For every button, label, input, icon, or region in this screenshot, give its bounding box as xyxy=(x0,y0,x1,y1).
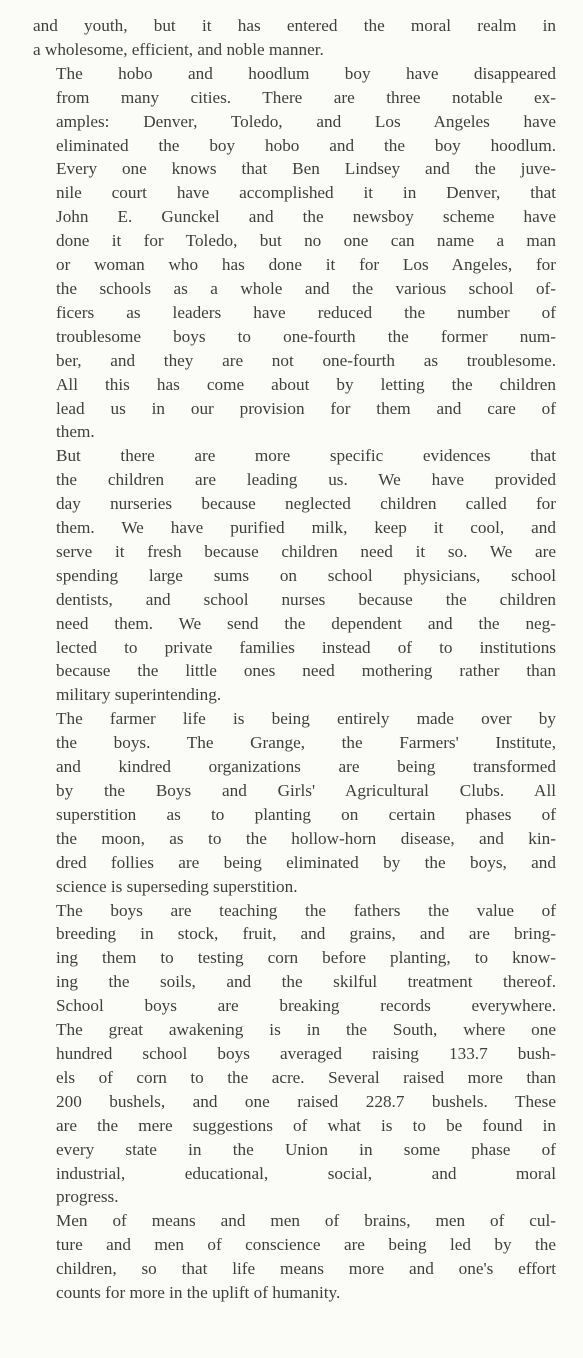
text-line: eliminated the boy hobo and the boy hoodlum. xyxy=(56,135,556,155)
text-line: counts for more in the uplift of humanity. xyxy=(56,1283,341,1303)
text-line: But there are more specific evidences that xyxy=(56,446,556,466)
text-line: serve it fresh because children need it so. We are xyxy=(56,541,556,561)
text-line: amples: Denver, Toledo, and Los Angeles have xyxy=(56,111,556,131)
text-line: The great awakening is in the South, where one xyxy=(56,1020,556,1040)
text-line: day nurseries because neglected children called for xyxy=(56,494,556,514)
paragraph-5 xyxy=(33,899,556,1210)
text-line: nile court have accomplished it in Denver, that xyxy=(56,183,556,203)
text-line: dentists, and school nurses because the children xyxy=(56,589,556,609)
text-line: The farmer life is being entirely made over by xyxy=(56,709,556,729)
text-line: because the little ones need mothering rather than xyxy=(56,661,556,681)
paragraph-1 xyxy=(33,14,556,62)
text-line: by the Boys and Girls' Agricultural Clubs. All xyxy=(56,781,556,800)
text-line: the children are leading us. We have provided xyxy=(56,470,556,490)
text-line: superstition as to planting on certain phases of xyxy=(56,804,556,824)
text-line: need them. We send the dependent and the neg- xyxy=(56,613,556,633)
text-line: every state in the Union in some phase of xyxy=(56,1139,556,1159)
text-line: 200 bushels, and one raised 228.7 bushels. These xyxy=(56,1091,556,1111)
paragraph-3 xyxy=(33,444,556,707)
text-line: military superintending. xyxy=(56,685,222,705)
text-line: spending large sums on school physicians, school xyxy=(56,565,556,585)
text-line: industrial, educational, social, and moral xyxy=(56,1163,556,1183)
paragraph-4 xyxy=(33,707,556,898)
text-line: Every one knows that Ben Lindsey and the juve- xyxy=(56,159,556,179)
text-line: ber, and they are not one-fourth as troublesome. xyxy=(56,350,556,370)
text-line: the schools as a whole and the various school of- xyxy=(56,278,556,298)
paragraph-2 xyxy=(33,62,556,445)
text-line: a wholesome, efficient, and noble manner. xyxy=(33,39,324,59)
text-line: hundred school boys averaged raising 133.7 bush- xyxy=(56,1043,556,1063)
text-line: from many cities. There are three notable ex- xyxy=(56,87,556,107)
text-line: progress. xyxy=(56,1187,119,1207)
text-line: ture and men of conscience are being led by the xyxy=(56,1235,556,1255)
text-line: els of corn to the acre. Several raised more than xyxy=(56,1067,556,1087)
text-line: breeding in stock, fruit, and grains, and are bring- xyxy=(56,924,556,944)
text-line: dred follies are being eliminated by the boys, and xyxy=(56,852,556,872)
text-line: the boys. The Grange, the Farmers' Institute, xyxy=(56,733,556,753)
text-line: the moon, as to the hollow-horn disease, and kin- xyxy=(56,828,556,848)
text-line: The boys are teaching the fathers the value of xyxy=(56,900,556,920)
text-line: are the mere suggestions of what is to be found in xyxy=(56,1115,556,1135)
text-line: School boys are breaking records everywhere. xyxy=(56,996,556,1016)
text-line: children, so that life means more and one's effort xyxy=(56,1259,556,1279)
text-line: ficers as leaders have reduced the number of xyxy=(56,302,556,322)
text-line: science is superseding superstition. xyxy=(56,876,298,896)
text-line: and youth, but it has entered the moral realm in xyxy=(33,16,556,35)
text-line: John E. Gunckel and the newsboy scheme have xyxy=(56,207,556,227)
paragraph-6 xyxy=(33,1209,556,1305)
text-line: lead us in our provision for them and care of xyxy=(56,398,556,418)
text-line: lected to private families instead of to institutions xyxy=(56,637,556,657)
text-line: or woman who has done it for Los Angeles, for xyxy=(56,255,556,275)
text-line: done it for Toledo, but no one can name a man xyxy=(56,231,556,251)
text-line: troublesome boys to one-fourth the former num- xyxy=(56,326,556,346)
text-line: them. xyxy=(56,422,95,442)
text-line: and kindred organizations are being transformed xyxy=(56,757,556,777)
text-line: them. We have purified milk, keep it cool, and xyxy=(56,518,556,538)
text-line: The hobo and hoodlum boy have disappeared xyxy=(56,63,556,83)
text-line: ing them to testing corn before planting, to know- xyxy=(56,948,556,968)
text-line: ing the soils, and the skilful treatment thereof. xyxy=(56,972,556,992)
text-line: Men of means and men of brains, men of cul- xyxy=(56,1211,556,1231)
text-line: All this has come about by letting the children xyxy=(56,374,556,394)
